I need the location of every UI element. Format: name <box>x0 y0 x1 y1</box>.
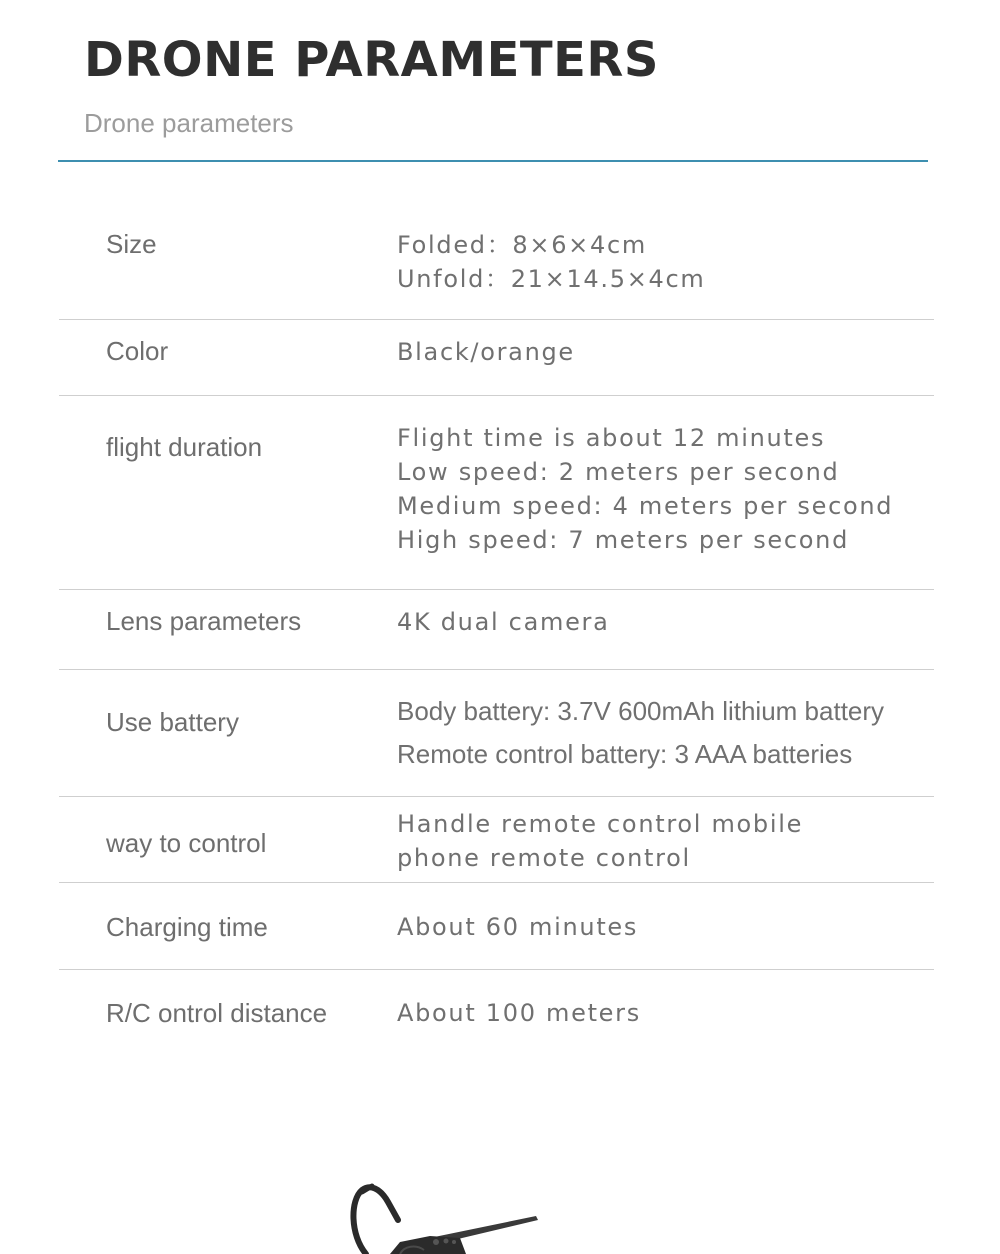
propeller-guard <box>353 1187 398 1254</box>
spec-value-line: Medium speed: 4 meters per second <box>397 492 894 520</box>
page-title: DRONE PARAMETERS <box>84 32 659 88</box>
spec-value <box>397 228 705 296</box>
spec-value-line: High speed: 7 meters per second <box>397 526 850 554</box>
spec-value <box>397 807 803 875</box>
spec-value-line: 4K dual camera <box>397 608 610 636</box>
spec-row-use-battery <box>59 670 934 797</box>
page-subtitle: Drone parameters <box>84 108 294 138</box>
spec-value <box>397 335 575 369</box>
spec-value <box>397 996 641 1030</box>
spec-row-charging-time <box>59 883 934 970</box>
spec-value-line: Flight time is about 12 minutes <box>397 424 826 452</box>
spec-row-color <box>59 320 934 396</box>
spec-label: Color <box>106 336 169 366</box>
spec-label: Lens parameters <box>106 606 302 636</box>
spec-value-line: About 60 minutes <box>397 913 639 941</box>
spec-label: flight duration <box>106 432 263 462</box>
spec-value-line: Folded：8×6×4cm <box>397 231 647 259</box>
spec-value-line: About 100 meters <box>397 999 641 1027</box>
spec-row-flight-duration <box>59 396 934 590</box>
spec-value <box>397 605 610 639</box>
spec-value-line: phone remote control <box>397 844 691 872</box>
drone-image <box>340 1180 560 1254</box>
spec-row-way-to-control <box>59 797 934 883</box>
spec-value-line: Black/orange <box>397 338 575 366</box>
spec-value <box>397 421 893 557</box>
spec-row-rc-control-distance <box>59 970 934 1050</box>
spec-row-size <box>59 162 934 320</box>
spec-value-line: Low speed: 2 meters per second <box>397 458 840 486</box>
spec-value <box>397 690 884 776</box>
spec-label: Size <box>106 229 157 259</box>
spec-label: Use battery <box>106 707 239 737</box>
spec-value-line: Handle remote control mobile <box>397 810 804 838</box>
spec-value-line: Unfold：21×14.5×4cm <box>397 265 706 293</box>
spec-value-line: Remote control battery: 3 AAA batteries <box>397 739 853 769</box>
spec-value <box>397 910 638 944</box>
spec-label: way to control <box>106 828 267 858</box>
spec-row-lens-parameters <box>59 590 934 670</box>
spec-value-line: Body battery: 3.7V 600mAh lithium battery <box>397 696 885 726</box>
spec-label: Charging time <box>106 912 268 942</box>
spec-label: R/C ontrol distance <box>106 998 328 1028</box>
